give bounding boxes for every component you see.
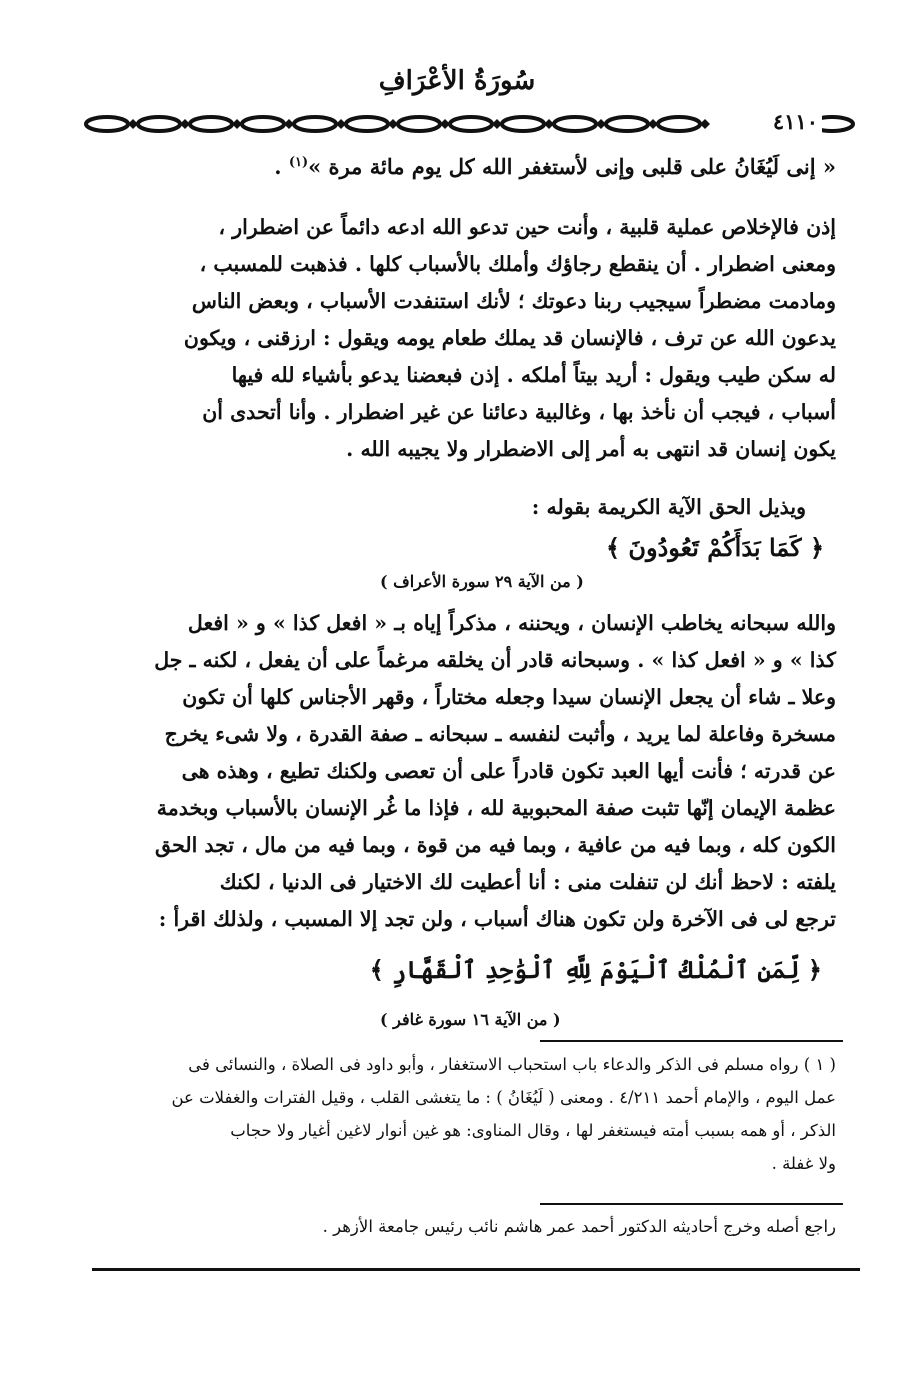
chain-link	[450, 117, 492, 131]
paragraph-line: عن قدرته ؛ فأنت أيها العبد تكون قادراً على أن تعصى ولكنك تطيع ، وهذه هى	[181, 759, 836, 783]
surah-title: سُورَةُ الأعْرَافِ	[378, 66, 536, 96]
footnote-line: الذكر ، أو همه بسبب أمته فيستغفر لها ، وقال المناوى: هو غين أنوار لاغين أغيار ولا حجاب	[230, 1121, 836, 1140]
chain-link	[554, 117, 596, 131]
page-bottom-rule	[92, 1268, 860, 1271]
footnote-line: ولا غفلة .	[771, 1154, 836, 1173]
footnote-divider	[540, 1040, 843, 1042]
page-number: ٤١١٠	[769, 104, 822, 140]
header-ornament-row	[80, 104, 860, 144]
chain-link	[398, 117, 440, 131]
hadith-quote-end: .	[274, 154, 289, 179]
verse-intro-line: ويذيل الحق الآية الكريمة بقوله :	[531, 495, 806, 519]
paragraph-line: ومعنى اضطرار . أن ينقطع رجاؤك وأملك بالأسباب كلها . فذهبت للمسبب ،	[199, 252, 836, 276]
paragraph-line: وعلا ـ شاء أن يجعل الإنسان سيدا وجعله مختاراً ، وقهر الأجناس كلها أن تكون	[182, 685, 836, 709]
chain-diamond	[700, 119, 710, 129]
paragraph-line: الكون كله ، وبما فيه من عافية ، وبما فيه من قوة ، وبما فيه من مال ، تجد الحق	[155, 833, 836, 857]
footnote-1	[76, 1048, 836, 1180]
hadith-quote: « إنى لَيُغَانُ على قلبى وإنى لأستغفر الله كل يوم مائة مرة »	[308, 154, 836, 179]
footnote-divider	[540, 1203, 843, 1205]
paragraph-line: والله سبحانه يخاطب الإنسان ، ويحننه ، مذكراً إياه بـ « افعل كذا » و « افعل	[187, 611, 836, 635]
verse-2-reference: ( من الآية ١٦ سورة غافر )	[380, 1010, 561, 1029]
paragraph-line: ترجع لى فى الآخرة ولن تكون هناك أسباب ، ولن تجد إلا المسبب ، ولذلك اقرأ :	[158, 907, 836, 931]
paragraph-line: يلفته : لاحظ أنك لن تنفلت منى : أنا أعطيت لك الاختيار فى الدنيا ، لكنك	[219, 870, 836, 894]
footnote-line: عمل اليوم ، والإمام أحمد ٤/٢١١ . ومعنى ( لَيُغَانُ ) : ما يتغشى القلب ، وقيل الفترات والغفلات عن	[171, 1088, 836, 1107]
verse-1-reference: ( من الآية ٢٩ سورة الأعراف )	[380, 572, 584, 591]
paragraph-2	[74, 605, 836, 938]
footnote-2: راجع أصله وخرج أحاديثه الدكتور أحمد عمر هاشم نائب رئيس جامعة الأزهر .	[322, 1217, 836, 1236]
paragraph-1	[74, 209, 836, 468]
footnote-line: ( ١ ) رواه مسلم فى الذكر والدعاء باب استحباب الاستغفار ، وأبو داود فى الصلاة ، والنسائى فى	[188, 1055, 836, 1074]
paragraph-line: ومادمت مضطراً سيجيب ربنا دعوتك ؛ لأنك استنفدت الأسباب ، وبعض الناس	[191, 289, 836, 313]
chain-link	[242, 117, 284, 131]
paragraph-line: إذن فالإخلاص عملية قلبية ، وأنت حين تدعو الله ادعه دائماً عن اضطرار ،	[218, 215, 836, 239]
paragraph-line: يدعون الله عن ترف ، فالإنسان قد يملك طعام يومه ويقول : ارزقنى ، ويكون	[183, 326, 836, 350]
paragraph-line: كذا » و « افعل كذا » . وسبحانه قادر أن يخلقه مرغماً على أن يفعل ، لكنه ـ جل	[154, 648, 836, 672]
chain-link	[606, 117, 648, 131]
paragraph-line: له سكن طيب ويقول : أريد بيتاً أملكه . إذن فبعضنا يدعو بأشياء لله فيها	[231, 363, 836, 387]
paragraph-line: عظمة الإيمان إنّها تثبت صفة المحبوبية لله ، فإذا ما غُر الإنسان بالأسباب وبخدمة	[156, 796, 836, 820]
chain-link	[346, 117, 388, 131]
hadith-quote-line	[74, 144, 836, 185]
chain-link	[502, 117, 544, 131]
chain-link	[658, 117, 700, 131]
chain-ornament	[80, 104, 860, 144]
verse-1: ﴿ كَمَا بَدَأَكُمْ تَعُودُونَ ﴾	[605, 533, 824, 562]
chain-link	[190, 117, 232, 131]
paragraph-line: أسباب ، فيجب أن نأخذ بها ، وغالبية دعائنا عن غير اضطرار . وأنا أتحدى أن	[202, 400, 836, 424]
chain-link	[138, 117, 180, 131]
footnote-mark: (١)	[288, 155, 309, 170]
verse-2: ﴿ لِّمَنِ ٱلْمُلْكُ ٱلْيَوْمَ لِلَّهِ ٱلْوَٰحِدِ ٱلْقَهَّارِ ﴾	[369, 955, 822, 984]
paragraph-line: مسخرة وفاعلة لما يريد ، وأثبت لنفسه ـ سبحانه ـ صفة القدرة ، ولا شىء يخرج	[164, 722, 836, 746]
chain-link	[294, 117, 336, 131]
chain-link	[86, 117, 128, 131]
paragraph-line: يكون إنسان قد انتهى به أمر إلى الاضطرار ولا يجيبه الله .	[346, 437, 836, 461]
